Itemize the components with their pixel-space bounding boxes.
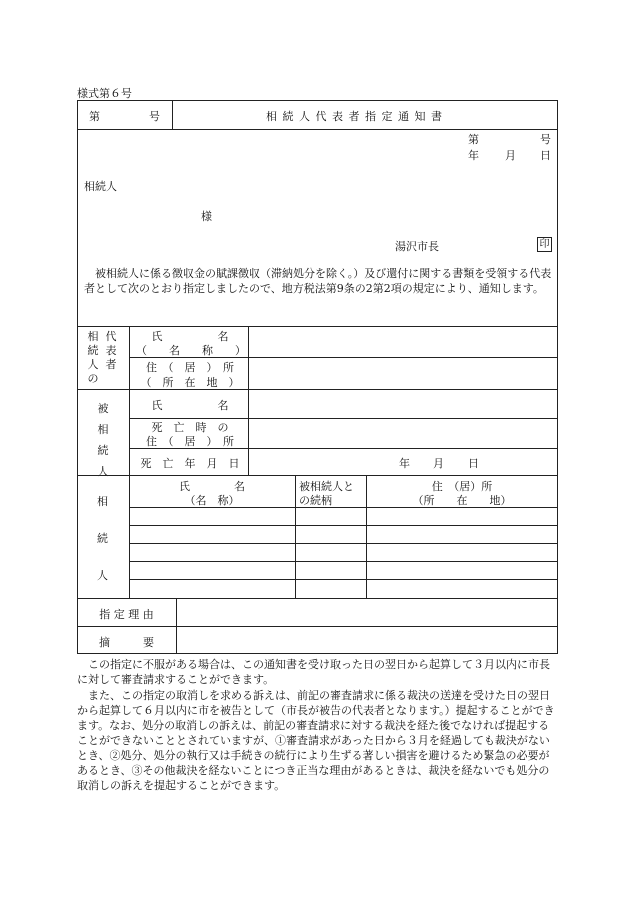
document-title: 相 続 人 代 表 者 指 定 通 知 書 (266, 110, 443, 123)
heirs-col-relation: 被相続人と (299, 480, 354, 493)
header-divider (172, 100, 173, 130)
notice-text: 被相続人に係る徴収金の賦課徴収（滞納処分を除く。）及び還付に関する書類を受領する代表者として次のとおり指定しましたので、地方税法第9条の2第2項の規定により、通知します。 (84, 267, 552, 295)
rep-side-label-col1: 相続人の (87, 330, 99, 385)
addressee-honorific: 様 (201, 210, 212, 223)
addressee-label: 相続人 (84, 180, 117, 193)
side-divider (129, 326, 130, 476)
deceased-side-label: 被相続人 (97, 402, 109, 478)
heirs-col-name: 氏 名 (179, 480, 245, 493)
date-year: 年 (468, 149, 479, 162)
heirs-col-name-sub: （名 称） (184, 494, 240, 507)
reason-label: 指 定 理 由 (99, 608, 154, 621)
issuer-name: 湯沢市長 (395, 240, 439, 253)
seal-mark: 印 (537, 237, 552, 252)
lawsuit-notice: また、この指定の取消しを求める訴えは、前記の審査請求に係る裁決の送達を受けた日の翌日から起算して６月以内に市を被告として（市長が被告の代表者となります。）提起することができます。なお、処分の取消しの訴えは、前記の審査請求に対する裁決を経た後でなければ提起することができないこととされていますが、①審査請求があった日から３月を経過しても裁決がないとき、②処分、処分の執行又は手続きの続行により生ずる著しい損害を避けるため緊急の必要があるとき、③その他裁決を経ないことにつき正当な理由があるときは、裁決を経ないでも処分の取消しの訴えを提起することができます。 (77, 689, 555, 792)
rep-name-sublabel: （ 名 称 ） (136, 344, 246, 357)
header-number-prefix: 第 (89, 110, 100, 123)
label-divider (248, 326, 249, 476)
rep-address-label: 住 （ 居 ） 所 (146, 361, 234, 374)
heirs-side-label-1: 相 (97, 495, 108, 508)
heirs-row-line-2 (129, 525, 558, 526)
heirs-name-divider (295, 475, 296, 599)
death-date-day: 日 (468, 457, 479, 470)
header-number-suffix: 号 (149, 110, 160, 123)
heirs-col-address-sub: （所 在 地） (412, 494, 512, 507)
heirs-row-line-4 (129, 561, 558, 562)
reason-remarks-line (77, 626, 558, 627)
death-date-year: 年 (399, 457, 410, 470)
doc-number-prefix: 第 (468, 133, 479, 146)
appeal-notice: この指定に不服がある場合は、この通知書を受け取った日の翌日から起算して３月以内に市長に対して審査請求することができます。 (77, 658, 550, 686)
death-date-month: 月 (433, 457, 444, 470)
remarks-label: 摘 要 (99, 636, 154, 649)
deceased-address-label: 死 亡 時 の (151, 421, 229, 434)
deceased-name-label: 氏 名 (151, 399, 229, 412)
heirs-side-label-3: 人 (97, 569, 108, 582)
heirs-side-label-2: 続 (97, 532, 108, 545)
rep-side-label-col2: 代表者 (105, 330, 117, 371)
form-number: 様式第６号 (77, 87, 132, 100)
heirs-row-line-5 (129, 579, 558, 580)
death-date-label: 死 亡 年 月 日 (140, 457, 240, 470)
doc-number-suffix: 号 (540, 133, 551, 146)
heirs-row-line-3 (129, 543, 558, 544)
heirs-col-relation-sub: の続柄 (299, 494, 332, 507)
rep-address-sublabel: （ 所 在 地 ） (140, 376, 240, 389)
deceased-address-sublabel: 住 （ 居 ） 所 (146, 435, 234, 448)
date-month: 月 (505, 149, 516, 162)
heirs-col-address: 住 （居）所 (431, 480, 493, 493)
rep-name-label: 氏 名 (151, 330, 229, 343)
date-day: 日 (540, 149, 551, 162)
notice-section (77, 129, 558, 327)
